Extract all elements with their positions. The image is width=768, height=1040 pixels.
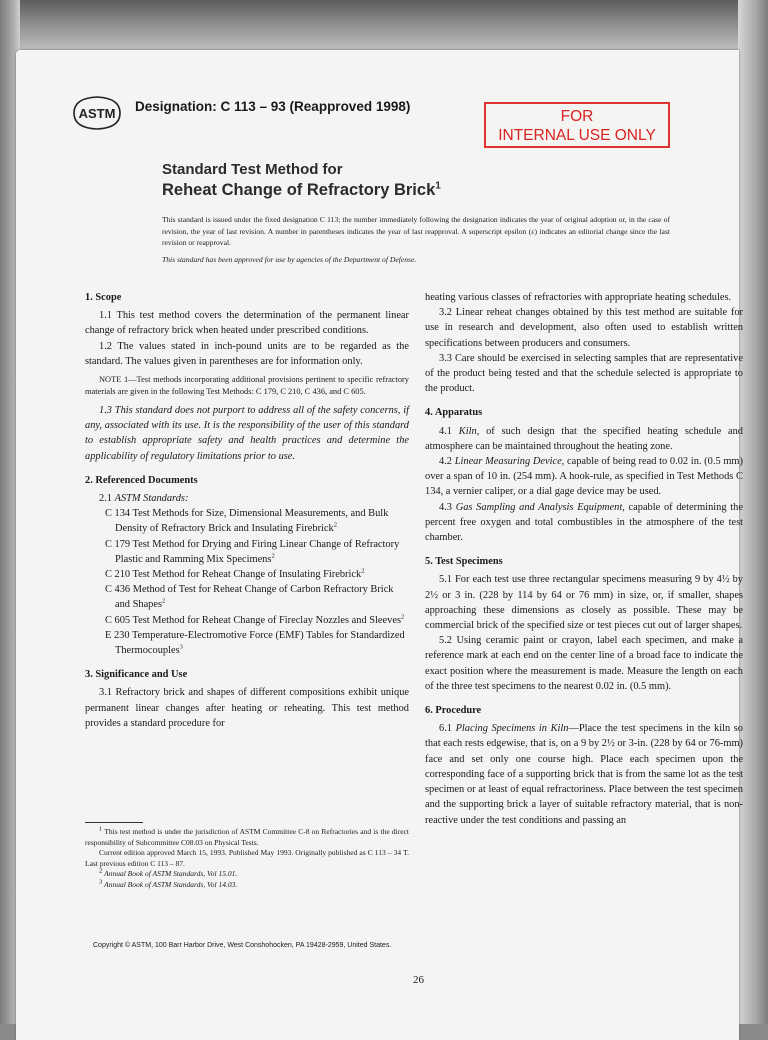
right-column <box>425 290 743 828</box>
footnote-1-text: This test method is under the jurisdiction of ASTM Committee C-8 on Refractories and is the direct responsibility of Subcommittee C08.03 on Physical Tests. <box>85 827 409 847</box>
paragraph-4-2-text: capable of being read to 0.02 in. (0.5 mm) over a span of 10 in. (254 mm). A hook-rule, as specified in Test Methods C 134, a vernier caliper, or a dial gage device may be used. <box>425 456 743 498</box>
astm-logo <box>68 95 126 131</box>
paragraph-1-3 <box>85 403 409 464</box>
copyright-line: Copyright © ASTM, 100 Barr Harbor Drive, West Conshohocken, PA 19428-2959, United States. <box>93 942 392 949</box>
footnote-rule <box>85 822 143 823</box>
paragraph-3-2: 3.2 Linear reheat changes obtained by this test method are suitable for use in research and development, also often used to establish written specifications between producers and consumers. <box>425 307 743 349</box>
note-1: NOTE 1—Test methods incorporating additional provisions pertinent to specific refractory materials are given in the following Test Methods: C 179, C 210, C 436, and C 605. <box>85 375 409 396</box>
paragraph-5-2: 5.2 Using ceramic paint or crayon, label each specimen, and make a reference mark at each end on the center line of a broad face to indicate the exact position where the measurement is made. Measure the length on each of the three test specimens to the nearest 0.02 in. (0.5 mm). <box>425 635 743 692</box>
title-line-2 <box>162 180 441 200</box>
ref-footnote-mark: 2 <box>401 613 405 621</box>
paragraph-3-1-continued: heating various classes of refractories with appropriate heating schedules. <box>425 292 732 303</box>
ref-item <box>85 506 409 536</box>
paragraph-2-1-term: ASTM Standards: <box>114 493 189 505</box>
issuance-note: This standard is issued under the fixed designation C 113; the number immediately following the designation indicates the year of original adoption or, in the case of revision, the year of last revision. A number in parentheses indicates the year of last reapproval. A superscript epsilon (ε) indicates an editorial change since the last revision or reapproval. <box>162 215 670 247</box>
ref-item <box>85 628 409 658</box>
title-main: Reheat Change of Refractory Brick <box>162 181 436 199</box>
stamp-line-2: INTERNAL USE ONLY <box>498 127 656 144</box>
footnote-1-edition: Current edition approved March 15, 1993. Published May 1993. Originally published as C 113 – 34 T. Last previous edition C 113 – 87. <box>85 848 409 868</box>
paragraph-4-1-text: of such design that the specified heating schedule and atmosphere can be maintained throughout the heating zone. <box>425 425 743 452</box>
title-footnote-mark: 1 <box>435 180 441 192</box>
internal-use-stamp <box>484 102 670 148</box>
footnotes <box>85 827 409 890</box>
paragraph-4-1 <box>425 424 743 454</box>
paragraph-6-1-term: Placing Specimens in Kiln <box>455 723 569 735</box>
paragraph-6-1-num: 6.1 <box>439 723 452 735</box>
section-heading-apparatus: 4. Apparatus <box>425 407 483 419</box>
title-line-1: Standard Test Method for <box>162 161 343 178</box>
paragraph-4-3-text: capable of determining the percent free oxygen and total combustibles in the atmosphere of the test chamber. <box>425 501 743 544</box>
paragraph-2-1 <box>85 491 409 506</box>
paragraph-6-1 <box>425 721 743 827</box>
paragraph-1-1: 1.1 This test method covers the determination of the permanent linear change of refractory brick when heated under prescribed conditions. <box>85 310 409 337</box>
footnote-2-mark: 2 <box>99 867 103 875</box>
section-heading-test-specimens: 5. Test Specimens <box>425 556 503 568</box>
ref-text: E 230 Temperature-Electromotive Force (EMF) Tables for Standardized Thermocouples <box>105 629 405 657</box>
ref-item <box>85 567 409 582</box>
section-heading-referenced-documents: 2. Referenced Documents <box>85 474 198 486</box>
ref-footnote-mark: 2 <box>162 597 166 605</box>
section-heading-significance: 3. Significance and Use <box>85 669 188 681</box>
footnote-2-text: Annual Book of ASTM Standards, Vol 15.01. <box>104 869 238 878</box>
ref-item <box>85 613 409 628</box>
paragraph-4-3-term: Gas Sampling and Analysis Equipment, <box>455 501 625 513</box>
paragraph-1-3-text: 1.3 This standard does not purport to address all of the safety concerns, if any, associated with its use. It is the responsibility of the user of this standard to establish appropriate safety and health practices and determine the applicability of regulatory limitations prior to use. <box>85 405 409 462</box>
paragraph-4-3-num: 4.3 <box>439 501 452 513</box>
ref-text: C 210 Test Method for Reheat Change of Insulating Firebrick <box>105 569 362 581</box>
left-column <box>85 290 409 731</box>
footnote-3-mark: 3 <box>99 878 103 885</box>
ref-text: C 179 Test Method for Drying and Firing Linear Change of Refractory Plastic and Ramming Mix Specimens <box>105 538 400 565</box>
page-number: 26 <box>413 974 424 986</box>
paragraph-4-2-term: Linear Measuring Device, <box>454 456 565 468</box>
ref-item <box>85 582 409 612</box>
designation: Designation: C 113 – 93 (Reapproved 1998) <box>135 99 411 114</box>
ref-item <box>85 537 409 567</box>
ref-footnote-mark: 2 <box>361 567 365 575</box>
ref-text: C 436 Method of Test for Reheat Change of Carbon Refractory Brick and Shapes <box>105 584 394 611</box>
paragraph-4-2 <box>425 454 743 500</box>
ref-footnote-mark: 2 <box>333 521 337 529</box>
paragraph-5-1: 5.1 For each test use three rectangular specimens measuring 9 by 4½ by 2½ or 3 in. (228 by 114 by 64 or 76 mm) in size, or, if smaller, shapes approaching these dimensions as closely as possible. These may be commercial brick of the specified size or test pieces cut out of larger shapes. <box>425 574 743 632</box>
footnote-1-mark: 1 <box>99 825 103 833</box>
paragraph-4-2-num: 4.2 <box>439 456 452 468</box>
ref-text: C 605 Test Method for Reheat Change of Fireclay Nozzles and Sleeves <box>105 614 402 626</box>
paragraph-3-3: 3.3 Care should be exercised in selecting samples that are representative of the product being tested and that the schedule selected is appropriate to the product. <box>425 352 743 395</box>
paragraph-4-1-term: Kiln, <box>458 425 480 437</box>
paragraph-4-3 <box>425 500 743 546</box>
footnote-1 <box>85 827 409 848</box>
paragraph-6-1-text: —Place the test specimens in the kiln so that each rests edgewise, that is, on a 9 by 2½ or 3-in. (228 by 64 or 76-mm) face and set only one course high. Place each specimen upon the corresponding face of a supporting brick that is from the same lot as the test specimen or at least of equal refractoriness. Place between the test specimen and the supporting brick a layer of suitable refractory material, that is non-reactive under the test conditions and passing an <box>425 723 743 826</box>
astm-logo-text: ASTM <box>78 106 116 121</box>
section-heading-procedure: 6. Procedure <box>425 705 482 717</box>
document-title <box>162 160 441 200</box>
ref-text: C 134 Test Methods for Size, Dimensional Measurements, and Bulk Density of Refractory Brick and Insulating Firebrick <box>105 508 389 535</box>
dod-approval-note: This standard has been approved for use by agencies of the Department of Defense. <box>162 255 417 264</box>
paragraph-1-2: 1.2 The values stated in inch-pound units are to be regarded as the standard. The values given in parentheses are for information only. <box>85 340 409 367</box>
ref-footnote-mark: 3 <box>179 643 183 651</box>
paragraph-3-1: 3.1 Refractory brick and shapes of different compositions exhibit unique permanent linear changes after heating or reheating. This test method provides a standard procedure for <box>85 687 409 729</box>
stamp-line-1: FOR <box>560 108 594 125</box>
footnote-3-text: Annual Book of ASTM Standards, Vol 14.03. <box>104 879 238 889</box>
footnote-2 <box>85 869 409 880</box>
footnote-3 <box>85 880 409 891</box>
paragraph-4-1-num: 4.1 <box>439 425 452 437</box>
section-heading-scope: 1. Scope <box>85 292 122 303</box>
paragraph-2-1-num: 2.1 <box>99 493 112 505</box>
ref-footnote-mark: 2 <box>271 552 275 560</box>
